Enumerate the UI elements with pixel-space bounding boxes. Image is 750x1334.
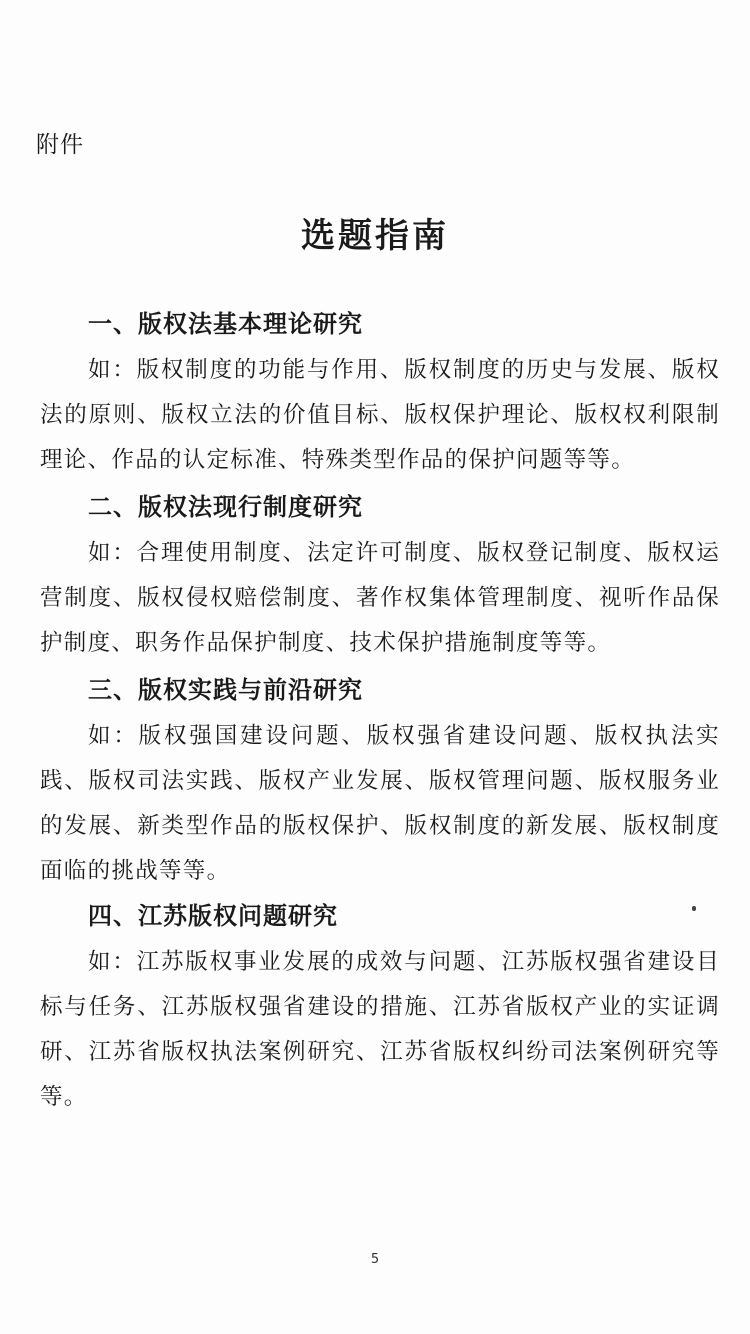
section-heading: 三、版权实践与前沿研究 bbox=[88, 676, 363, 704]
section-heading: 二、版权法现行制度研究 bbox=[88, 493, 363, 521]
section-body: 如：版权制度的功能与作用、版权制度的历史与发展、版权法的原则、版权立法的价值目标、版权保护理论、版权权利限制理论、作品的认定标准、特殊类型作品的保护问题等等。 bbox=[40, 357, 720, 473]
section-body: 如：版权强国建设问题、版权强省建设问题、版权执法实践、版权司法实践、版权产业发展、版权管理问题、版权服务业的发展、新类型作品的版权保护、版权制度的新发展、版权制度面临的挑战等等。 bbox=[40, 723, 720, 884]
page-title: 选题指南 bbox=[301, 216, 449, 256]
attachment-label: 附件 bbox=[36, 132, 84, 158]
section-body: 如：合理使用制度、法定许可制度、版权登记制度、版权运营制度、版权侵权赔偿制度、著作权集体管理制度、视听作品保护制度、职务作品保护制度、技术保护措施制度等等。 bbox=[40, 540, 720, 656]
section-current-system bbox=[40, 489, 720, 666]
section-heading: 一、版权法基本理论研究 bbox=[88, 310, 363, 338]
section-jiangsu-copyright bbox=[40, 898, 720, 1120]
section-practice-frontier bbox=[40, 672, 720, 894]
section-body: 如：江苏版权事业发展的成效与问题、江苏版权强省建设目标与任务、江苏版权强省建设的措施、江苏省版权产业的实证调研、江苏省版权执法案例研究、江苏省版权纠纷司法案例研究等等。 bbox=[40, 949, 720, 1110]
page-number: 5 bbox=[370, 1252, 380, 1267]
section-heading: 四、江苏版权问题研究 bbox=[88, 902, 338, 930]
scan-speck bbox=[692, 906, 696, 911]
section-basic-theory bbox=[40, 306, 720, 483]
